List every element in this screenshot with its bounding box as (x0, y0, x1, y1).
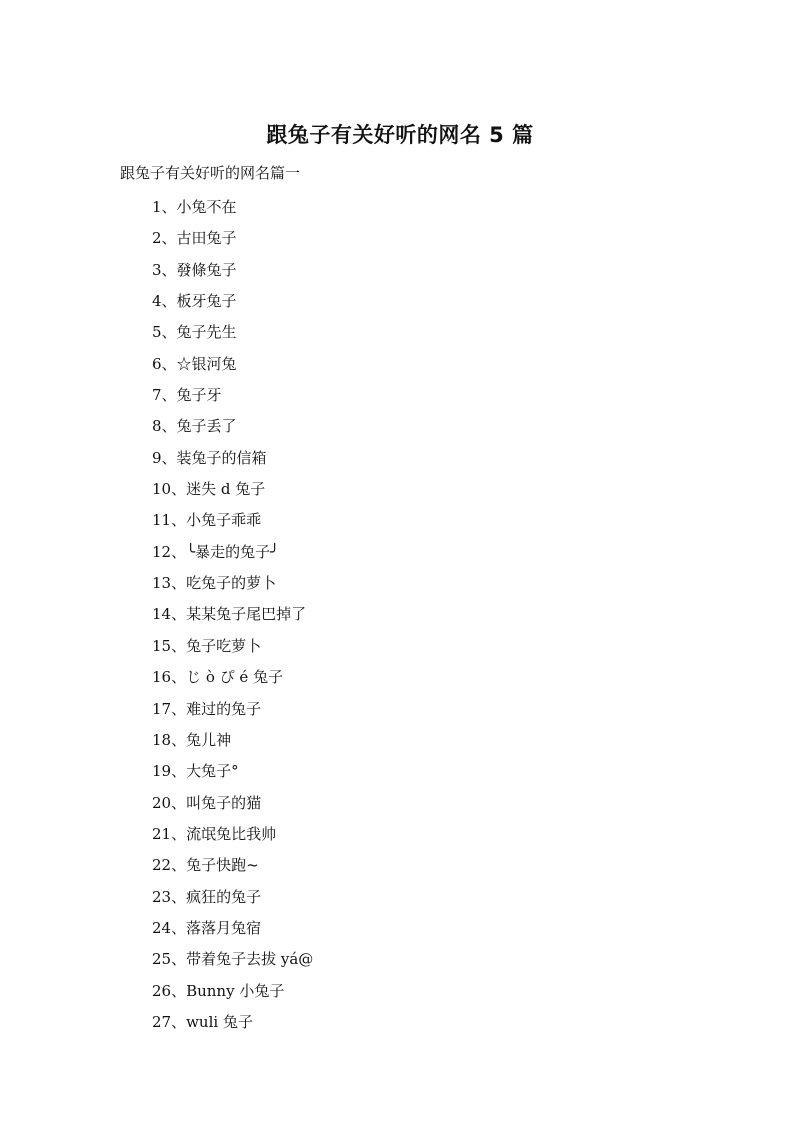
list-item: 14、某某兔子尾巴掉了 (152, 605, 307, 624)
list-item: 19、大兔子° (152, 762, 239, 781)
list-item: 21、流氓兔比我帅 (152, 824, 277, 843)
list-item: 24、落落月兔宿 (152, 918, 262, 937)
list-item: 17、难过的兔子 (152, 699, 262, 718)
document-title: 跟兔子有关好听的网名 5 篇 (266, 123, 534, 147)
list-item: 27、wuli 兔子 (152, 1012, 253, 1031)
list-item: 9、装兔子的信箱 (152, 448, 267, 467)
section-heading: 跟兔子有关好听的网名篇一 (120, 164, 301, 182)
list-item: 7、兔子牙 (152, 386, 222, 405)
list-item: 23、疯狂的兔子 (152, 887, 262, 906)
list-item: 10、迷失 d 兔子 (152, 480, 266, 499)
list-item: 5、兔子先生 (152, 323, 237, 342)
list-item: 22、兔子快跑~ (152, 856, 259, 875)
list-item: 4、板牙兔子 (152, 292, 237, 311)
list-item: 12、╰暴走的兔子╯ (152, 542, 280, 561)
list-item: 20、叫兔子的猫 (152, 793, 262, 812)
list-item: 13、吃兔子的萝卜 (152, 574, 277, 593)
list-item: 16、じ ò ぴ é 兔子 (152, 668, 284, 687)
list-item: 11、小兔子乖乖 (152, 511, 262, 530)
list-item: 6、☆银河兔 (152, 354, 237, 373)
name-list (152, 195, 313, 1041)
list-item: 15、兔子吃萝卜 (152, 636, 262, 655)
list-item: 25、带着兔子去拔 yá@ (152, 950, 314, 969)
list-item: 18、兔儿神 (152, 730, 232, 749)
list-item: 1、小兔不在 (152, 198, 237, 216)
list-item: 8、兔子丢了 (152, 417, 237, 436)
list-item: 26、Bunny 小兔子 (152, 981, 285, 1000)
list-item: 3、發條兔子 (152, 260, 237, 279)
list-item: 2、古田兔子 (152, 229, 237, 248)
